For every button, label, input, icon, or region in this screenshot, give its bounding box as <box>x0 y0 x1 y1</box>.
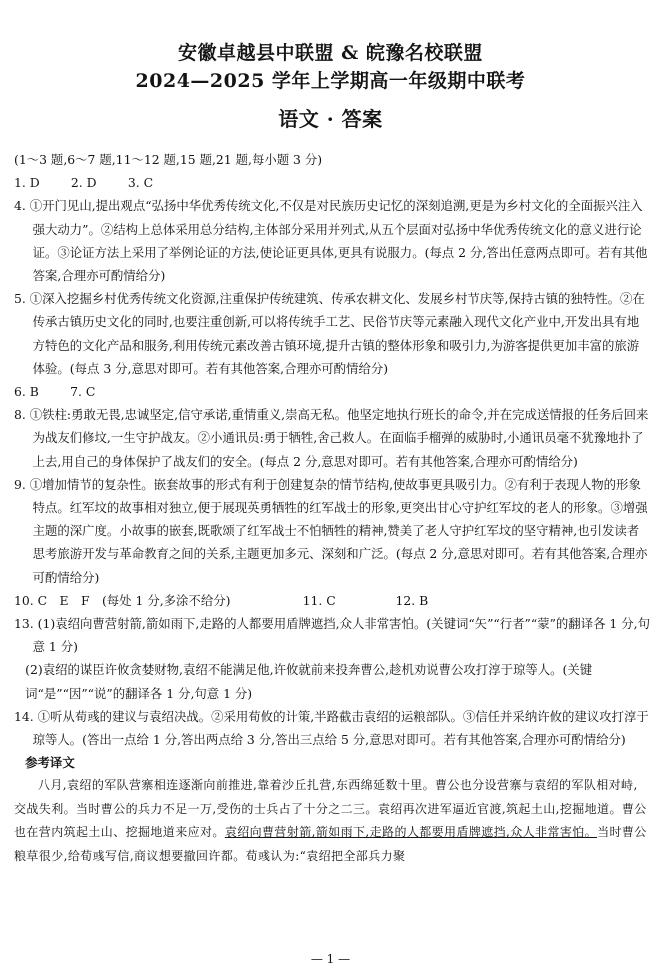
answer-3: 3. C <box>127 175 154 191</box>
reference-translation <box>14 774 650 868</box>
answer-9: 9. ①增加情节的复杂性。嵌套故事的形式有利于创建复杂的情节结构,使故事更具吸引力。②有利于表现人物的形象特点。红军坟的故事相对独立,便于展现英勇牺牲的红军战士的形象,更突出甘心守护红军坟的老人的形象。③增强主题的深广度。小故事的嵌套,既歌颂了红军战士不怕牺牲的精神,赞美了老人守护红军坟的坚守精神,也引发读者思考旅游开发与革命教育之间的关系,主题更加多元、深刻和广泛。(每点 2 分,意思对即可。若有其他答案,合理亦可酌情给分) <box>14 476 648 585</box>
page-number: — 1 — <box>310 952 351 966</box>
answer-10: 10. C E F (每处 1 分,多涂不给分) <box>14 592 231 608</box>
title-subject: 语文 · 答案 <box>278 107 383 131</box>
answer-1: 1. D <box>14 175 40 191</box>
ref-text-underlined: 袁绍向曹营射箭,箭如雨下,走路的人都要用盾牌遮挡,众人非常害怕。 <box>224 825 598 840</box>
scoring-note: (1～3 题,6～7 题,11～12 题,15 题,21 题,每小题 3 分) <box>14 152 323 167</box>
answer-2: 2. D <box>70 175 97 191</box>
ref-text-part1: 八月,袁绍的军队营寨相连逐渐向前推进,靠着沙丘扎营,东西绵延数十里。曹公也分设营寨与袁绍的军队相对峙,交战失利。当时曹公的兵力不足一万,受伤的士兵占了十分之二三。袁绍再次进军逼近官渡,筑起土山,挖掘地道。曹公也在营内筑起土山、挖掘地道来应对。 <box>14 778 647 840</box>
answer-4: 4. ①开门见山,提出观点“弘扬中华优秀传统文化,不仅是对民族历史记忆的深刻追溯,更是为乡村文化的全面振兴注入强大动力”。②结构上总体采用总分结构,主体部分采用并列式,从五个层面对弘扬中华优秀传统文化的意义进行论证。③论证方法上采用了举例论证的方法,使论证更具体,更具有说服力。(每点 2 分,答出任意两点即可。若有其他答案,合理亦可酌情给分) <box>14 198 648 284</box>
answers-1-3 <box>14 171 650 194</box>
answer-13-part2: (2)袁绍的谋臣许攸贪婪财物,袁绍不能满足他,许攸就前来投奔曹公,趁机劝说曹公攻打淳于琼等人。(关键词“是”“因”“说”的翻译各 1 分,句意 1 分) <box>25 662 593 701</box>
reference-translation-heading: 参考译文 <box>25 755 75 771</box>
answer-6: 6. B <box>14 384 39 400</box>
answer-11: 11. C <box>302 592 336 608</box>
answers-10-12 <box>14 589 650 612</box>
answer-13-part1: 13. (1)袁绍向曹营射箭,箭如雨下,走路的人都要用盾牌遮挡,众人非常害怕。(关键词“矢”“行者”“蒙”的翻译各 1 分,句意 1 分) <box>14 616 650 655</box>
answer-14: 14. ①听从荀彧的建议与袁绍决战。②采用荀攸的计策,半路截击袁绍的运粮部队。③信任并采纳许攸的建议攻打淳于琼等人。(答出一点给 1 分,答出两点给 3 分,答出三点给 5 分,意思对即可。若有其他答案,合理亦可酌情给分) <box>14 708 649 748</box>
answer-body <box>14 148 650 868</box>
answer-7: 7. C <box>70 384 96 400</box>
answer-5: 5. ①深入挖掘乡村优秀传统文化资源,注重保护传统建筑、传承农耕文化、发展乡村节庆等,保持古镇的独特性。②在传承古镇历史文化的同时,也要注重创新,可以将传统手工艺、民俗节庆等元素融入现代文化产业中,开发出具有地方特色的文化产品和服务,利用传统元素改善古镇环境,提升古镇的整体形象和吸引力,为游客提供更加丰富的旅游体验。(每点 3 分,意思对即可。若有其他答案,合理亦可酌情给分) <box>14 291 645 376</box>
ref-text-part2: 当时曹公粮草很少,给荀彧写信,商议想要撤回许都。荀彧认为:“袁绍把全部兵力聚 <box>14 825 647 863</box>
title-alliance: 安徽卓越县中联盟 & 皖豫名校联盟 <box>178 42 483 64</box>
answer-12: 12. B <box>395 592 429 608</box>
answer-8: 8. ①铁柱:勇敢无畏,忠诚坚定,信守承诺,重情重义,崇高无私。他坚定地执行班长的命令,并在完成送情报的任务后回来为战友们修坟,一生守护战友。②小通讯员:勇于牺牲,舍己救人。在面临手榴弹的威胁时,小通讯员毫不犹豫地扑了上去,用自己的身体保护了战友们的安全。(每点 2 分,意思对即可。若有其他答案,合理亦可酌情给分) <box>14 407 649 469</box>
answers-6-7 <box>14 380 650 403</box>
title-exam: 2024—2025 学年上学期高一年级期中联考 <box>135 70 526 92</box>
